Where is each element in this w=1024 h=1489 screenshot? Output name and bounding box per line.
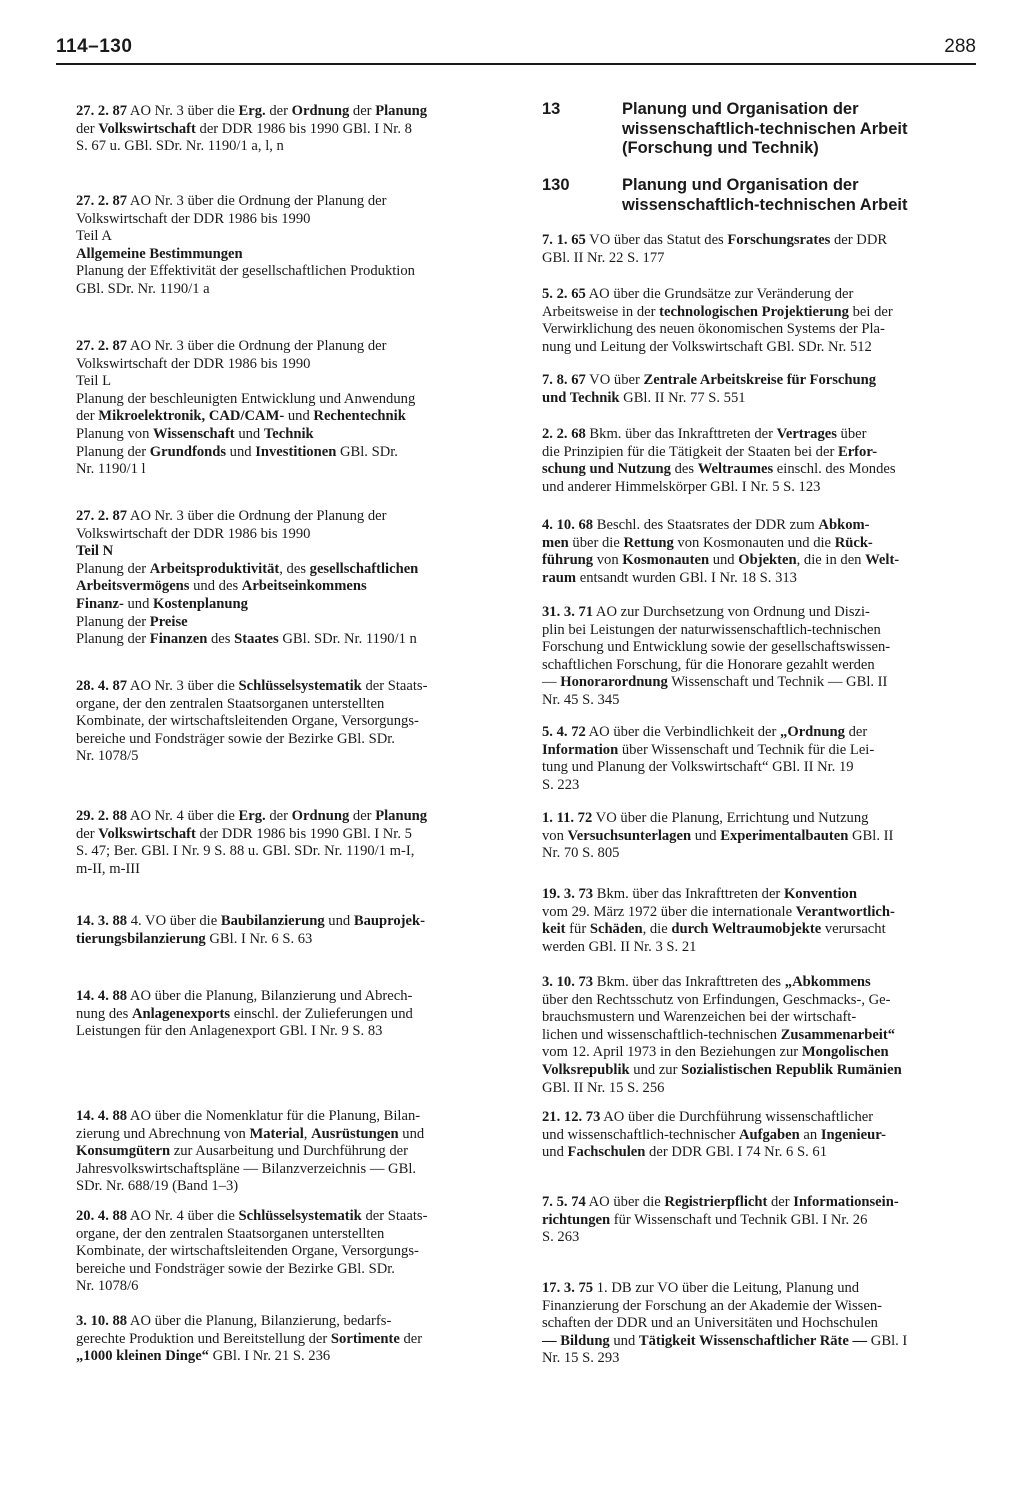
entry-line: Planung der Arbeitsproduktivität, des gesellschaftlichen xyxy=(76,560,419,577)
entry-line: 7. 1. 65 VO über das Statut des Forschungsrates der DDR xyxy=(542,232,888,248)
entry-line: S. 47; Ber. GBl. I Nr. 9 S. 88 u. GBl. SDr. Nr. 1190/1 m-I, xyxy=(76,843,415,860)
page-range: 114–130 xyxy=(56,36,133,57)
entry-line: SDr. Nr. 688/19 (Band 1–3) xyxy=(76,1178,239,1195)
entry-line: Planung der Grundfonds und Investitionen GBl. SDr. xyxy=(76,443,398,460)
entry-line: 31. 3. 71 AO zur Durchsetzung von Ordnung und Diszi- xyxy=(542,604,870,620)
left-entry xyxy=(76,193,518,299)
entry-line: S. 67 u. GBl. SDr. Nr. 1190/1 a, l, n xyxy=(76,138,284,155)
entry-line: 7. 8. 67 VO über Zentrale Arbeitskreise für Forschung xyxy=(542,372,877,388)
section-title-line: Planung und Organisation der xyxy=(622,176,859,194)
entry-line: 28. 4. 87 AO Nr. 3 über die Schlüsselsystematik der Staats- xyxy=(76,678,428,694)
entry-line: Finanz- und Kostenplanung xyxy=(76,595,248,612)
entry-line: Finanzierung der Forschung an der Akademie der Wissen- xyxy=(542,1297,882,1314)
entry-line: werden GBl. II Nr. 3 S. 21 xyxy=(542,938,697,955)
section-title-line: wissenschaftlich-technischen Arbeit xyxy=(622,119,908,138)
entry-line: 14. 4. 88 AO über die Planung, Bilanzierung und Abrech- xyxy=(76,988,413,1004)
entry-line: GBl. SDr. Nr. 1190/1 a xyxy=(76,280,210,297)
entry-line: keit für Schäden, die durch Weltraumobjekte verursacht xyxy=(542,921,886,938)
entry-line: 14. 3. 88 4. VO über die Baubilanzierung und Bauprojek- xyxy=(76,913,425,929)
entry-line: Kombinate, der wirtschaftsleitenden Organe, Versorgungs- xyxy=(76,1243,419,1260)
entry-line: nung und Leitung der Volkswirtschaft GBl. SDr. Nr. 512 xyxy=(542,338,872,355)
entry-line: GBl. II Nr. 22 S. 177 xyxy=(542,249,665,266)
entry-line: 7. 5. 74 AO über die Registrierpflicht der Informationsein- xyxy=(542,1194,899,1210)
entry-line: Volksrepublik und zur Sozialistischen Republik Rumänien xyxy=(542,1061,902,1078)
left-entry xyxy=(76,103,518,156)
entry-line: bereiche und Fondsträger sowie der Bezirke GBl. SDr. xyxy=(76,1260,395,1277)
entry-line: Arbeitsvermögens und des Arbeitseinkommens xyxy=(76,578,367,595)
entry-line: zierung und Abrechnung von Material, Ausrüstungen und xyxy=(76,1125,425,1142)
section-title xyxy=(622,176,907,215)
entry-line: Allgemeine Bestimmungen xyxy=(76,245,243,262)
entry-line: — Honorarordnung Wissenschaft und Technik — GBl. II xyxy=(542,674,888,691)
entry-line: Arbeitsweise in der technologischen Projektierung bei der xyxy=(542,303,893,320)
entry-line: 29. 2. 88 AO Nr. 4 über die Erg. der Ordnung der Planung xyxy=(76,808,428,824)
entry-line: organe, der den zentralen Staatsorganen unterstellten xyxy=(76,1225,385,1242)
section-title-line: wissenschaftlich-technischen Arbeit xyxy=(622,195,908,214)
entry-line: Kombinate, der wirtschaftsleitenden Organe, Versorgungs- xyxy=(76,713,419,730)
section-title xyxy=(622,100,907,159)
entry-line: organe, der den zentralen Staatsorganen unterstellten xyxy=(76,695,385,712)
right-entry xyxy=(542,604,984,710)
left-entry xyxy=(76,678,518,766)
entry-line: 5. 4. 72 AO über die Verbindlichkeit der „Ordnung der xyxy=(542,724,868,740)
entry-line: 17. 3. 75 1. DB zur VO über die Leitung, Planung und xyxy=(542,1280,860,1296)
entry-line: Planung der Effektivität der gesellschaftlichen Produktion xyxy=(76,263,415,280)
entry-line: 3. 10. 73 Bkm. über das Inkrafttreten des „Abkommens xyxy=(542,974,871,990)
entry-line: der Volkswirtschaft der DDR 1986 bis 1990 GBl. I Nr. 8 xyxy=(76,120,412,137)
entry-line: Forschung und Entwicklung sowie der gesellschaftswissen- xyxy=(542,639,891,656)
entry-line: Volkswirtschaft der DDR 1986 bis 1990 xyxy=(76,355,311,372)
entry-line: 21. 12. 73 AO über die Durchführung wissenschaftlicher xyxy=(542,1109,874,1125)
entry-line: und Technik GBl. II Nr. 77 S. 551 xyxy=(542,389,746,406)
entry-line: der Mikroelektronik, CAD/CAM- und Rechentechnik xyxy=(76,408,406,425)
entry-line: raum entsandt wurden GBl. I Nr. 18 S. 313 xyxy=(542,569,797,586)
entry-line: Planung der Finanzen des Staates GBl. SDr. Nr. 1190/1 n xyxy=(76,631,417,648)
entry-line: lichen und wissenschaftlich-technischen Zusammenarbeit“ xyxy=(542,1026,896,1043)
left-entry xyxy=(76,338,518,479)
entry-line: 19. 3. 73 Bkm. über das Inkrafttreten der Konvention xyxy=(542,886,857,902)
right-entry xyxy=(542,886,984,956)
entry-line: 20. 4. 88 AO Nr. 4 über die Schlüsselsystematik der Staats- xyxy=(76,1208,428,1224)
section-number: 130 xyxy=(542,176,570,194)
entry-line: schaften der DDR und an Universitäten und Hochschulen xyxy=(542,1315,878,1332)
entry-line: über den Rechtsschutz von Erfindungen, Geschmacks-, Ge- xyxy=(542,991,891,1008)
right-entry xyxy=(542,1109,984,1162)
entry-line: 2. 2. 68 Bkm. über das Inkrafttreten der Vertrages über xyxy=(542,426,867,442)
section-number: 13 xyxy=(542,100,561,118)
entry-line: 27. 2. 87 AO Nr. 3 über die Ordnung der Planung der xyxy=(76,193,387,209)
entry-line: und wissenschaftlich-technischer Aufgaben an Ingenieur- xyxy=(542,1126,886,1143)
entry-line: vom 12. April 1973 in den Beziehungen zur Mongolischen xyxy=(542,1044,889,1061)
right-entry xyxy=(542,974,984,1097)
entry-line: Nr. 45 S. 345 xyxy=(542,691,620,708)
entry-line: richtungen für Wissenschaft und Technik GBl. I Nr. 26 xyxy=(542,1211,868,1228)
left-entry xyxy=(76,808,518,878)
entry-line: Planung der Preise xyxy=(76,613,188,630)
entry-line: Nr. 1078/5 xyxy=(76,748,139,765)
right-entry xyxy=(542,810,984,863)
entry-line: GBl. II Nr. 15 S. 256 xyxy=(542,1079,665,1096)
entry-line: tung und Planung der Volkswirtschaft“ GBl. II Nr. 19 xyxy=(542,759,854,776)
entry-line: Teil L xyxy=(76,373,112,390)
entry-line: plin bei Leistungen der naturwissenschaftlich-technischen xyxy=(542,621,881,638)
entry-line: „1000 kleinen Dinge“ GBl. I Nr. 21 S. 236 xyxy=(76,1348,331,1365)
right-entry xyxy=(542,1280,984,1368)
entry-line: Information über Wissenschaft und Technik für die Lei- xyxy=(542,741,875,758)
entry-line: gerechte Produktion und Bereitstellung der Sortimente der xyxy=(76,1330,423,1347)
entry-line: Nr. 1190/1 l xyxy=(76,461,146,478)
right-entry xyxy=(542,286,984,356)
right-entry xyxy=(542,517,984,587)
entry-line: Teil N xyxy=(76,543,114,560)
entry-line: bereiche und Fondsträger sowie der Bezirke GBl. SDr. xyxy=(76,730,395,747)
right-entry xyxy=(542,372,984,407)
entry-line: Jahresvolkswirtschaftspläne — Bilanzverzeichnis — GBl. xyxy=(76,1160,417,1177)
entry-line: und Fachschulen der DDR GBl. I 74 Nr. 6 S. 61 xyxy=(542,1144,827,1161)
entry-line: brauchsmustern und Warenzeichen bei der wirtschaft- xyxy=(542,1009,857,1026)
section-title-line: (Forschung und Technik) xyxy=(622,139,819,157)
entry-line: schaftlichen Forschung, für die Honorare gezahlt werden xyxy=(542,656,875,673)
entry-line: S. 263 xyxy=(542,1229,580,1246)
entry-line: Nr. 1078/6 xyxy=(76,1278,139,1295)
entry-line: Nr. 70 S. 805 xyxy=(542,845,620,862)
section-title-line: Planung und Organisation der xyxy=(622,100,859,118)
entry-line: der Volkswirtschaft der DDR 1986 bis 1990 GBl. I Nr. 5 xyxy=(76,825,412,842)
left-entry xyxy=(76,913,518,948)
right-entry xyxy=(542,426,984,496)
entry-line: Volkswirtschaft der DDR 1986 bis 1990 xyxy=(76,210,311,227)
entry-line: Planung von Wissenschaft und Technik xyxy=(76,425,314,442)
left-entry xyxy=(76,508,518,649)
entry-line: vom 29. März 1972 über die internationale Verantwortlich- xyxy=(542,903,895,920)
right-entry xyxy=(542,1194,984,1247)
entry-line: S. 223 xyxy=(542,776,580,793)
entry-line: 27. 2. 87 AO Nr. 3 über die Erg. der Ordnung der Planung xyxy=(76,103,428,119)
entry-line: men über die Rettung von Kosmonauten und die Rück- xyxy=(542,534,873,551)
entry-line: Verwirklichung des neuen ökonomischen Systems der Pla- xyxy=(542,321,885,338)
left-entry xyxy=(76,1208,518,1296)
entry-line: von Versuchsunterlagen und Experimentalbauten GBl. II xyxy=(542,827,894,844)
entry-line: 27. 2. 87 AO Nr. 3 über die Ordnung der Planung der xyxy=(76,508,387,524)
entry-line: 4. 10. 68 Beschl. des Staatsrates der DDR zum Abkom- xyxy=(542,517,870,533)
entry-line: 27. 2. 87 AO Nr. 3 über die Ordnung der Planung der xyxy=(76,338,387,354)
entry-line: 5. 2. 65 AO über die Grundsätze zur Veränderung der xyxy=(542,286,854,302)
entry-line: Volkswirtschaft der DDR 1986 bis 1990 xyxy=(76,525,311,542)
entry-line: führung von Kosmonauten und Objekten, die in den Welt- xyxy=(542,552,900,569)
left-entry xyxy=(76,1313,518,1366)
entry-line: Teil A xyxy=(76,228,112,245)
entry-line: und anderer Himmelskörper GBl. I Nr. 5 S. 123 xyxy=(542,478,821,495)
entry-line: Leistungen für den Anlagenexport GBl. I Nr. 9 S. 83 xyxy=(76,1023,383,1040)
entry-line: m-II, m-III xyxy=(76,860,141,877)
entry-line: die Prinzipien für die Tätigkeit der Staaten bei der Erfor- xyxy=(542,443,878,460)
entry-line: Nr. 15 S. 293 xyxy=(542,1350,620,1367)
entry-line: nung des Anlagenexports einschl. der Zulieferungen und xyxy=(76,1005,413,1022)
left-entry xyxy=(76,988,518,1041)
entry-line: Konsumgütern zur Ausarbeitung und Durchführung der xyxy=(76,1143,408,1160)
entry-line: — Bildung und Tätigkeit Wissenschaftlicher Räte — GBl. I xyxy=(542,1332,908,1349)
entry-line: 3. 10. 88 AO über die Planung, Bilanzierung, bedarfs- xyxy=(76,1313,392,1329)
entry-line: tierungsbilanzierung GBl. I Nr. 6 S. 63 xyxy=(76,930,313,947)
header-rule xyxy=(56,63,976,65)
entry-line: 1. 11. 72 VO über die Planung, Errichtung und Nutzung xyxy=(542,810,869,826)
page-number: 288 xyxy=(944,36,976,57)
left-entry xyxy=(76,1108,518,1196)
entry-line: 14. 4. 88 AO über die Nomenklatur für die Planung, Bilan- xyxy=(76,1108,421,1124)
right-entry xyxy=(542,232,984,267)
right-entry xyxy=(542,724,984,794)
entry-line: Planung der beschleunigten Entwicklung und Anwendung xyxy=(76,390,416,407)
entry-line: schung und Nutzung des Weltraumes einschl. des Mondes xyxy=(542,461,896,478)
